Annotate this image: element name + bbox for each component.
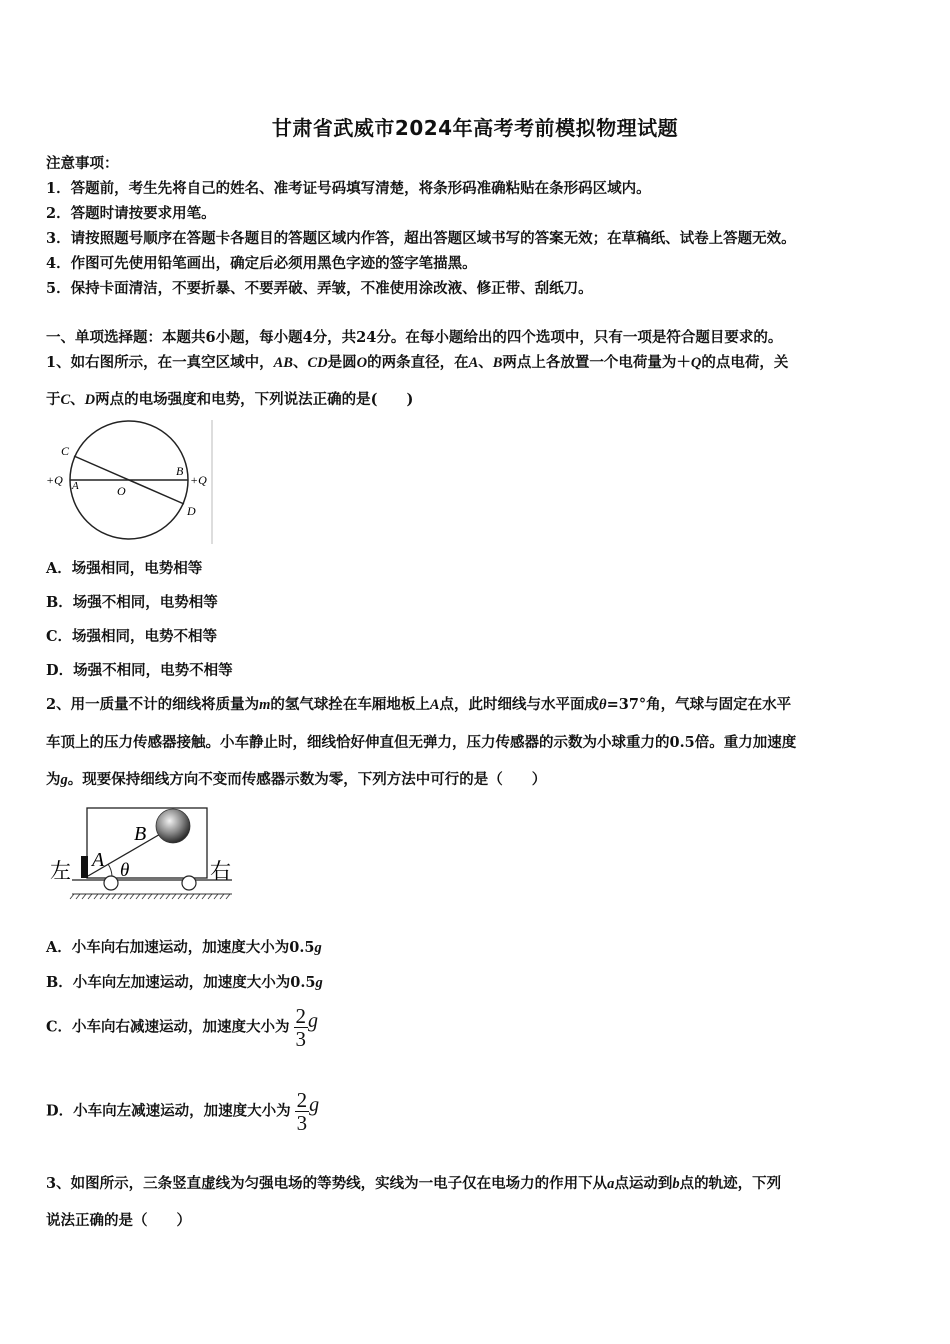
notice-item-2: 2．答题时请按要求用笔。 (46, 205, 216, 222)
label-right: 右 (210, 859, 231, 883)
q2-option-b: B．小车向左加速运动，加速度大小为0.5g (46, 974, 323, 991)
notice-heading: 注意事项： (46, 155, 119, 172)
q1-circle-figure (44, 418, 219, 546)
label-C: C (61, 444, 70, 458)
label-theta: θ (120, 860, 130, 881)
label-A: A (92, 849, 105, 871)
q2-line1: 2、用一质量不计的细线将质量为m的氢气球拴在车厢地板上A点，此时细线与水平面成θ=37°角，气球与固定在水平 (46, 696, 792, 713)
q1-line1: 1、如右图所示，在一真空区域中，AB、CD是圆O的两条直径，在A、B两点上各放置一个电荷量为＋Q的点电荷，关 (46, 354, 789, 371)
q1-option-b: B．场强不相同，电势相等 (46, 594, 218, 611)
notice-item-4: 4．作图可先使用铅笔画出，确定后必须用黑色字迹的签字笔描黑。 (46, 255, 477, 272)
notice-item-1: 1．答题前，考生先将自己的姓名、准考证号码填写清楚，将条形码准确粘贴在条形码区域内。 (46, 180, 651, 197)
q2-option-d: D．小车向左减速运动，加速度大小为 $\frac{2}{3}$ g (46, 1088, 320, 1135)
q1-line2: 于C、D两点的电场强度和电势，下列说法正确的是( ) (46, 391, 414, 408)
label-O: O (117, 484, 126, 498)
q2-cart-figure (44, 800, 244, 900)
q2-option-c: C．小车向右减速运动，加速度大小为 $\frac{2}{3}$ g (46, 1004, 319, 1051)
q2-line2: 车顶上的压力传感器接触。小车静止时，细线恰好伸直但无弹力，压力传感器的示数为小球重力的0.5倍。重力加速度 (46, 734, 797, 751)
q3-line1: 3、如图所示，三条竖直虚线为匀强电场的等势线，实线为一电子仅在电场力的作用下从a点运动到b点的轨迹，下列 (46, 1175, 782, 1192)
label-left: 左 (50, 859, 71, 883)
section-heading: 一、单项选择题：本题共6小题，每小题4分，共24分。在每小题给出的四个选项中，只有一项是符合题目要求的。 (46, 329, 783, 346)
q2-option-a: A．小车向右加速运动，加速度大小为0.5g (46, 939, 322, 956)
label-B: B (134, 823, 147, 845)
fraction-two-thirds: $\frac{2}{3}$ (295, 1004, 307, 1051)
label-plusQ-right: +Q (190, 473, 207, 487)
q1-option-d: D．场强不相同，电势不相等 (46, 662, 233, 679)
page-title: 甘肃省武威市2024年高考考前模拟物理试题 (271, 116, 679, 140)
q1-option-a: A．场强相同，电势相等 (46, 560, 203, 577)
notice-item-5: 5．保持卡面清洁，不要折暴、不要弄破、弄皱，不准使用涂改液、修正带、刮纸刀。 (46, 280, 593, 297)
label-A: A (72, 480, 79, 492)
q2-line3: 为g。现要保持细线方向不变而传感器示数为零，下列方法中可行的是（ ） (46, 771, 547, 788)
label-B: B (176, 464, 184, 478)
q3-line2: 说法正确的是（ ） (46, 1212, 191, 1229)
fraction-two-thirds: $\frac{2}{3}$ (296, 1088, 308, 1135)
ground-hatching (70, 894, 230, 899)
label-plusQ-left: +Q (46, 473, 63, 487)
notice-item-3: 3．请按照题号顺序在答题卡各题目的答题区域内作答，超出答题区域书写的答案无效；在草稿纸、试卷上答题无效。 (46, 230, 796, 247)
q1-option-c: C．场强相同，电势不相等 (46, 628, 218, 645)
label-D: D (187, 504, 196, 518)
